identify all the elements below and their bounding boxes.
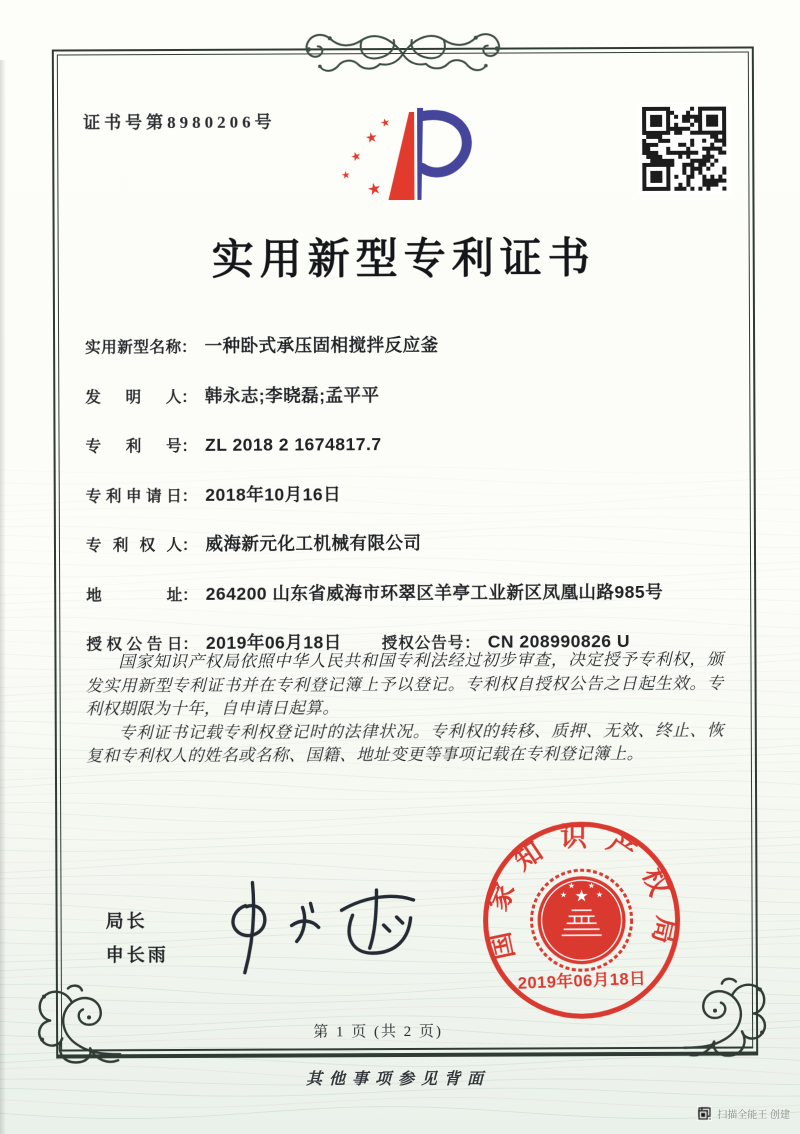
field-label: 发明人 — [85, 388, 182, 406]
star-icon: ★ — [378, 115, 392, 131]
field-row-inventors — [85, 379, 727, 412]
field-value: 2018年10月16日 — [205, 483, 342, 505]
legal-paragraph-2: 专利证书记载专利权登记时的法律状况。专利权的转移、质押、无效、终止、恢复和专利权人的姓名或名称、国籍、地址变更等事项记载在专利登记簿上。 — [85, 720, 724, 766]
colon: ： — [181, 437, 198, 455]
emblem-star-icon: ★ — [587, 881, 596, 891]
field-label: 专利申请日 — [85, 487, 182, 505]
field-row-filing-date — [86, 478, 728, 511]
seal-text: 国家知识产权局 — [481, 822, 683, 964]
colon: ： — [181, 487, 198, 505]
certificate-title: 实用新型专利证书 — [211, 236, 596, 284]
emblem-star-icon: ★ — [574, 886, 589, 906]
field-label: 地址 — [86, 586, 183, 604]
field-label: 专利权人 — [85, 536, 183, 555]
legal-text-section — [85, 648, 724, 769]
field-row-patentee — [86, 528, 728, 561]
field-value: 一种卧式承压固相搅拌反应釜 — [204, 334, 439, 356]
field-label: 实用新型名称 — [85, 338, 182, 357]
page-number: 第 1 页 (共 2 页) — [313, 1023, 444, 1041]
official-seal — [478, 817, 685, 1024]
logo-red-wedge — [388, 112, 414, 200]
qr-code — [638, 103, 730, 195]
star-icon: ★ — [348, 148, 364, 165]
colon: ： — [181, 536, 198, 554]
field-value: CN 208990826 U — [487, 631, 631, 652]
field-row-address — [86, 577, 728, 610]
field-value: ZL 2018 2 1674817.7 — [205, 434, 382, 455]
certificate-frame — [52, 46, 758, 1058]
star-icon: ★ — [340, 169, 352, 182]
star-icon: ★ — [363, 129, 380, 148]
field-row-patent-number — [85, 429, 727, 462]
field-label: 授权公告号 — [381, 634, 465, 653]
field-row-name — [85, 330, 727, 363]
fields-section — [85, 330, 729, 679]
logo-stars — [341, 115, 393, 200]
bottom-right-ornament — [682, 975, 772, 1065]
director-signature — [215, 874, 455, 980]
colon: ： — [182, 635, 198, 653]
national-emblem — [531, 870, 631, 970]
emblem-star-icon: ★ — [595, 890, 604, 900]
logo-p-bowl — [422, 115, 467, 173]
back-note: 其他事项参见背面 — [306, 1071, 491, 1088]
star-icon: ★ — [365, 177, 384, 200]
emblem-star-icon: ★ — [559, 890, 568, 900]
director-block — [106, 904, 169, 972]
emblem-star-icon: ★ — [567, 881, 576, 891]
cnipa-logo — [330, 102, 480, 208]
colon: ： — [464, 634, 480, 652]
field-label: 专利号 — [85, 437, 182, 456]
watermark-text: 扫描全能王 创建 — [717, 1110, 790, 1121]
colon: ： — [182, 586, 198, 604]
seal-date: 2019年06月18日 — [517, 969, 647, 993]
top-border-ornament — [278, 23, 528, 76]
field-value: 264200 山东省威海市环翠区羊亭工业新区凤凰山路985号 — [205, 581, 664, 604]
logo-blue-bar — [417, 108, 423, 200]
field-value: 威海新元化工机械有限公司 — [205, 532, 422, 554]
colon: ： — [181, 338, 197, 356]
field-value: 2019年06月18日 — [205, 632, 342, 653]
certificate-number: 证书号第8980206号 — [83, 112, 276, 133]
field-label: 授权公告日 — [86, 635, 183, 654]
watermark-qr-icon — [697, 1106, 712, 1121]
director-name: 申长雨 — [105, 945, 169, 966]
director-title: 局长 — [105, 911, 148, 932]
scanner-watermark — [697, 1106, 790, 1121]
field-value: 韩永志;李晓磊;孟平平 — [204, 384, 380, 406]
legal-paragraph-1: 国家知识产权局依照中华人民共和国专利法经过初步审查，决定授予专利权，颁发实用新型专利证书并在专利登记簿上予以登记。专利权自授权公告之日起生效。专利权期限为十年，自申请日起算。 — [85, 649, 724, 719]
bottom-left-ornament — [32, 982, 122, 1072]
colon: ： — [181, 388, 197, 406]
